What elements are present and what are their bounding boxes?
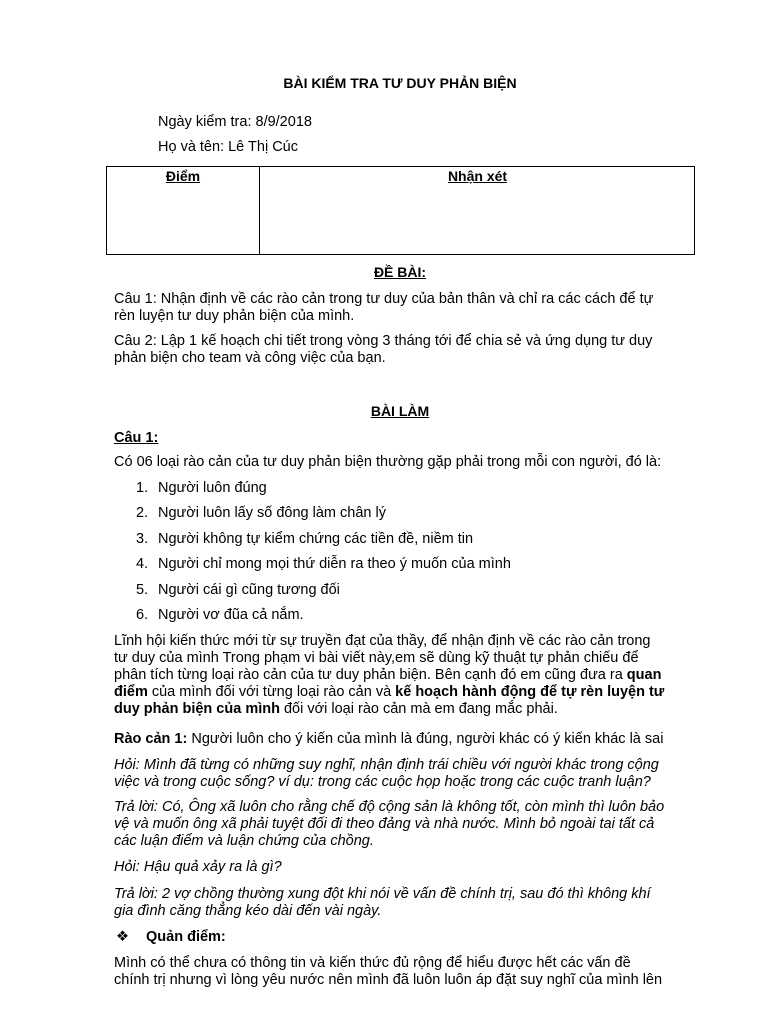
answer-reflection-2: Trả lời: 2 vợ chồng thường xung đột khi nói về vấn đề chính trị, sau đó thì không khí gia đình căng thẳng kéo dài đến vài ngày.: [114, 886, 651, 919]
list-item: 2. Người luôn lấy số đông làm chân lý: [136, 505, 386, 521]
question-reflection-2: Hỏi: Hậu quả xảy ra là gì?: [114, 859, 282, 875]
diamond-bullet-icon: ❖: [116, 929, 129, 945]
barriers-intro: Có 06 loại rào cản của tư duy phản biện thường gặp phải trong mỗi con người, đó là:: [114, 454, 662, 470]
intro-paragraph: Lĩnh hội kiến thức mới từ sự truyền đạt của thầy, để nhận định về các rào cản trong tư duy của mình Trong phạm vi bài viết này,em sẽ dùng kỹ thuật tự phản chiếu để phân tích từng loại rào cản của tư duy phản biện. Bên cạnh đó em cũng đưa ra quan điểm của mình đối với từng loại rào cản và kế hoạch hành động để tự rèn luyện tư duy phản biện của mình đối với loại rào cản mà em đang mắc phải.: [114, 633, 665, 717]
list-item: 1. Người luôn đúng: [136, 480, 267, 496]
answer-reflection-1: Trả lời: Có, Ông xã luôn cho rằng chế độ cộng sản là không tốt, còn mình thì luôn bảo vệ và muốn ông xã phải tuyệt đối đi theo đảng và nhà nước. Mình bỏ ngoài tai tất cả các luận điểm và luận chứng của chồng.: [114, 799, 665, 849]
answer-heading: BÀI LÀM: [370, 403, 430, 419]
barrier-1: Rào cản 1: Người luôn cho ý kiến của mình là đúng, người khác có ý kiến khác là sai: [114, 731, 664, 747]
exam-date: Ngày kiểm tra: 8/9/2018: [158, 114, 312, 130]
grade-table: [106, 166, 695, 255]
student-name: Họ và tên: Lê Thị Cúc: [158, 139, 298, 155]
viewpoint-paragraph: Mình có thể chưa có thông tin và kiến thức đủ rộng để hiểu được hết các vấn đề chính trị nhưng vì lòng yêu nước nên mình đã luôn luôn áp đặt suy nghĩ của mình lên: [114, 955, 663, 988]
answer-q1-heading: Câu 1:: [114, 430, 159, 446]
list-item: 4. Người chỉ mong mọi thứ diễn ra theo ý muốn của mình: [136, 556, 511, 572]
list-item: 6. Người vơ đũa cả nắm.: [136, 607, 304, 623]
score-header: Điểm: [165, 168, 201, 184]
document-title: BÀI KIỂM TRA TƯ DUY PHẢN BIỆN: [283, 75, 517, 91]
question-2: Câu 2: Lập 1 kế hoạch chi tiết trong vòng 3 tháng tới để chia sẻ và ứng dụng tư duy phản biện cho team và công việc của bạn.: [114, 333, 653, 366]
question-1: Câu 1: Nhận định về các rào cản trong tư duy của bản thân và chỉ ra các cách để tự rèn luyện tư duy phản biện của mình.: [114, 291, 654, 324]
list-item: 3. Người không tự kiểm chứng các tiền đề, niềm tin: [136, 531, 474, 547]
list-item: 5. Người cái gì cũng tương đối: [136, 582, 340, 598]
viewpoint-heading: ❖ Quản điểm:: [116, 929, 226, 945]
assignment-heading: ĐỀ BÀI:: [373, 264, 427, 280]
question-reflection-1: Hỏi: Mình đã từng có những suy nghĩ, nhận định trái chiều với người khác trong cộng việc và trong cuộc sống? ví dụ: trong các cuộc họp hoặc trong các cuộc tranh luận?: [114, 757, 659, 790]
comment-header: Nhận xét: [447, 168, 508, 184]
